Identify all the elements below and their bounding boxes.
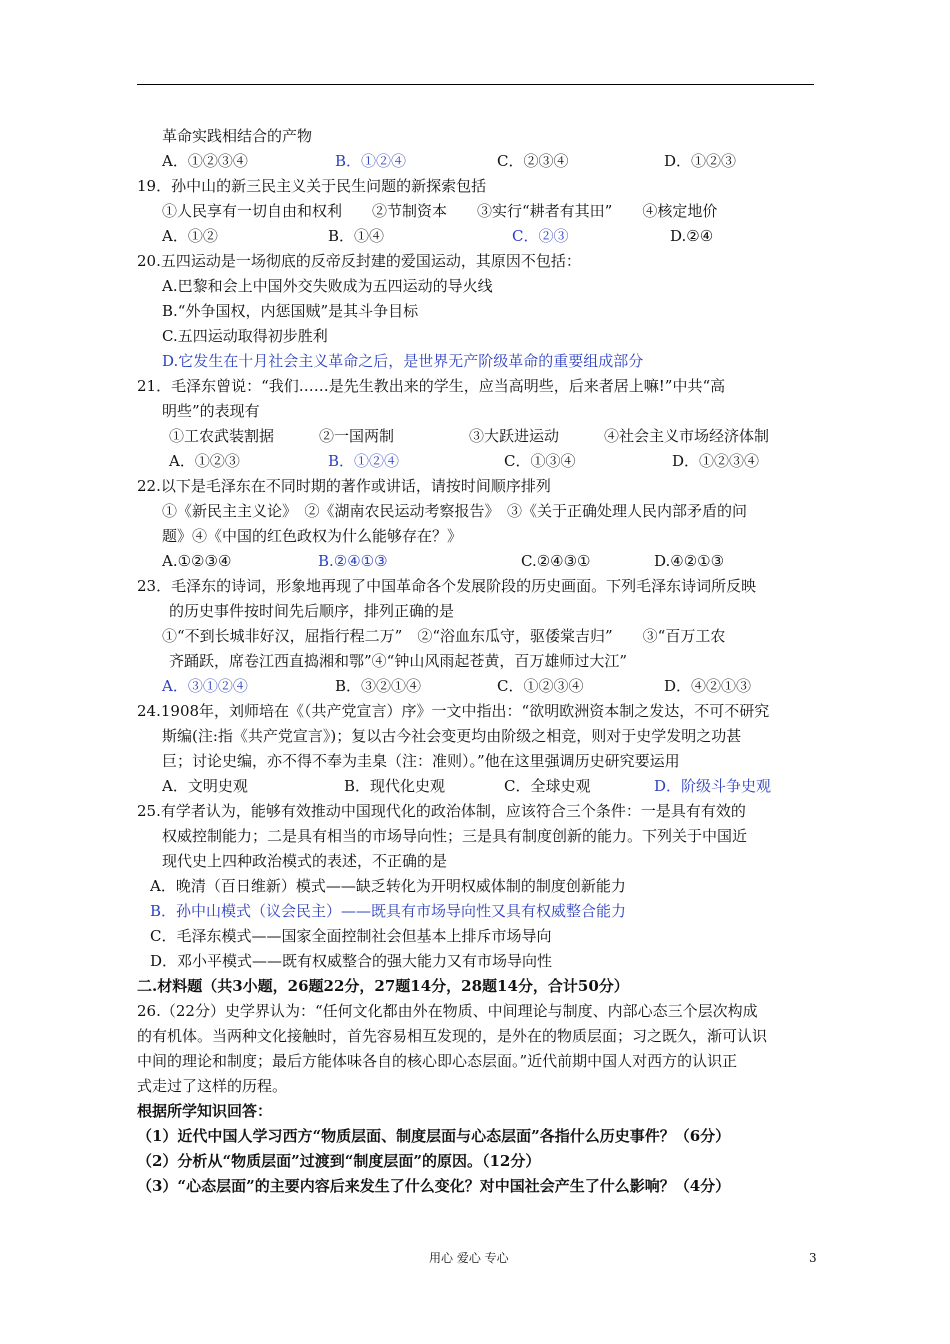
- header-rule: [137, 84, 814, 85]
- q18-option-d: D．①②③: [664, 152, 737, 170]
- q24-stem: 24.1908年，刘师培在《（共产党宣言）序》一文中指出：“欲明欧洲资本制之发达，不可不研究: [137, 702, 770, 720]
- q22-option-c: C.②④③①: [521, 552, 591, 570]
- q26-subquestion-1: （1）近代中国人学习西方“物质层面、制度层面与心态层面”各指什么历史事件？（6分）: [137, 1127, 731, 1145]
- q19-option-b: B．①④: [328, 227, 385, 245]
- q23-option-d: D．④②①③: [664, 677, 752, 695]
- q26-material-2: 的有机体。当两种文化接触时，首先容易相互发现的，是外在的物质层面；习之既久，渐可认识: [137, 1027, 768, 1045]
- q21-option-c: C．①③④: [504, 452, 576, 470]
- q22-option-d: D.④②①③: [654, 552, 725, 570]
- q18-option-b: B．①②④: [335, 152, 407, 170]
- q24-stem-cont-2: 巨；讨论史编，亦不得不奉为圭臬（注：准则）。”他在这里强调历史研究要运用: [162, 752, 680, 770]
- q21-stem: 21．毛泽东曾说：“我们……是先生教出来的学生，应当高明些，后来者居上嘛!”中共“高: [137, 377, 726, 395]
- q18-option-c: C．②③④: [497, 152, 569, 170]
- q19-option-c: C．②③: [512, 227, 569, 245]
- q26-material-4: 式走过了这样的历程。: [137, 1077, 288, 1095]
- q22-items-cont: 题》④《中国的红色政权为什么能够存在？》: [162, 527, 463, 545]
- q21-option-a: A．①②③: [169, 452, 240, 470]
- q19-stem: 19．孙中山的新三民主义关于民生问题的新探索包括: [137, 177, 487, 195]
- q22-items: ①《新民主主义论》 ②《湖南农民运动考察报告》 ③《关于正确处理人民内部矛盾的问: [162, 502, 748, 520]
- q24-option-d: D．阶级斗争史观: [654, 777, 772, 795]
- q26-subquestion-2: （2）分析从“物质层面”过渡到“制度层面”的原因。（12分）: [137, 1152, 541, 1170]
- q26-subquestion-3: （3）“心态层面”的主要内容后来发生了什么变化？对中国社会产生了什么影响？（4分）: [137, 1177, 731, 1195]
- q23-items-cont: 齐踊跃，席卷江西直捣湘和鄂”④“钟山风雨起苍黄，百万雄师过大江”: [169, 652, 628, 670]
- q23-items: ①“不到长城非好汉，屈指行程二万” ②“浴血东瓜守，驱倭棠吉归” ③“百万工农: [162, 627, 726, 645]
- q24-stem-cont-1: 斯编(注:指《共产党宣言》)；复以古今社会变更均由阶级之相竞，则对于史学发明之功甚: [162, 727, 742, 745]
- q25-option-b: B．孙中山模式（议会民主）——既具有市场导向性又具有权威整合能力: [150, 902, 627, 920]
- q25-stem-cont-2: 现代史上四种政治模式的表述，不正确的是: [162, 852, 448, 870]
- q24-option-b: B．现代化史观: [344, 777, 446, 795]
- q19-items: ①人民享有一切自由和权利 ②节制资本 ③实行“耕者有其田” ④核定地价: [162, 202, 718, 220]
- q19-option-d: D.②④: [670, 227, 714, 245]
- q20-option-d: D.它发生在十月社会主义革命之后，是世界无产阶级革命的重要组成部分: [162, 352, 644, 370]
- q23-stem-cont: 的历史事件按时间先后顺序，排列正确的是: [169, 602, 455, 620]
- q20-option-c: C.五四运动取得初步胜利: [162, 327, 328, 345]
- q18-option-a: A．①②③④: [162, 152, 248, 170]
- q26-material-1: 26.（22分）史学界认为：“任何文化都由外在物质、中间理论与制度、内部心态三个层次构成: [137, 1002, 758, 1020]
- q22-option-a: A.①②③④: [162, 552, 232, 570]
- section-heading: 二.材料题（共3小题，26题22分，27题14分，28题14分，合计50分）: [137, 977, 629, 995]
- q25-stem: 25.有学者认为，能够有效推动中国现代化的政治体制，应该符合三个条件：一是具有有效的: [137, 802, 746, 820]
- q25-option-a: A．晚清（百日维新）模式——缺乏转化为开明权威体制的制度创新能力: [150, 877, 626, 895]
- q19-option-a: A．①②: [162, 227, 218, 245]
- q22-option-b: B.②④①③: [318, 552, 388, 570]
- q26-instruction: 根据所学知识回答：: [137, 1102, 273, 1120]
- q25-option-d: D．邓小平模式——既有权威整合的强大能力又有市场导向性: [150, 952, 553, 970]
- q25-option-c: C．毛泽东模式——国家全面控制社会但基本上排斥市场导向: [150, 927, 552, 945]
- q18-stem-tail: 革命实践相结合的产物: [162, 127, 313, 145]
- q25-stem-cont-1: 权威控制能力；二是具有相当的市场导向性；三是具有制度创新的能力。下列关于中国近: [162, 827, 748, 845]
- q23-option-b: B．③②①④: [335, 677, 422, 695]
- q26-material-3: 中间的理论和制度；最后方能体味各自的核心即心态层面。”近代前期中国人对西方的认识正: [137, 1052, 738, 1070]
- q24-option-c: C．全球史观: [504, 777, 591, 795]
- q20-option-b: B.“外争国权，内惩国贼”是其斗争目标: [162, 302, 419, 320]
- footer-text: 用心 爱心 专心: [429, 1251, 509, 1265]
- q23-option-a: A．③①②④: [162, 677, 248, 695]
- q24-option-a: A．文明史观: [162, 777, 248, 795]
- q21-stem-cont: 明些”的表现有: [162, 402, 260, 420]
- q20-stem: 20.五四运动是一场彻底的反帝反封建的爱国运动，其原因不包括：: [137, 252, 581, 270]
- q21-items: ①工农武装割据 ②一国两制 ③大跃进运动 ④社会主义市场经济体制: [169, 427, 770, 445]
- page-number: 3: [809, 1251, 817, 1265]
- q22-stem: 22.以下是毛泽东在不同时期的著作或讲话，请按时间顺序排列: [137, 477, 551, 495]
- q23-stem: 23．毛泽东的诗词，形象地再现了中国革命各个发展阶段的历史画面。下列毛泽东诗词所反映: [137, 577, 757, 595]
- q23-option-c: C．①②③④: [497, 677, 584, 695]
- q21-option-d: D．①②③④: [672, 452, 760, 470]
- q21-option-b: B．①②④: [328, 452, 400, 470]
- q20-option-a: A.巴黎和会上中国外交失败成为五四运动的导火线: [162, 277, 493, 295]
